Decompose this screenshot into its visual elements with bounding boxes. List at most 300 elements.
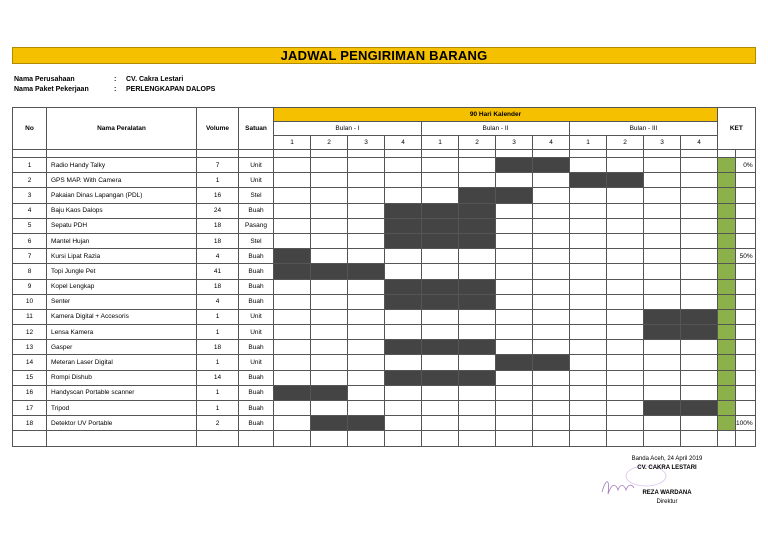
schedule-cell-active	[570, 173, 607, 188]
schedule-cell	[570, 249, 607, 264]
schedule-cell	[459, 264, 496, 279]
schedule-cell-active	[422, 218, 459, 233]
schedule-cell	[607, 416, 644, 431]
schedule-cell-active	[385, 294, 422, 309]
row-name: Radio Handy Talky	[47, 158, 197, 173]
schedule-cell-active	[422, 279, 459, 294]
progress-bar	[718, 264, 736, 279]
header-week: 1	[274, 136, 311, 150]
schedule-cell	[681, 370, 718, 385]
schedule-cell	[274, 325, 311, 340]
schedule-cell	[644, 218, 681, 233]
schedule-cell	[459, 249, 496, 264]
row-name: Kamera Digital + Accesoris	[47, 309, 197, 324]
schedule-cell	[533, 401, 570, 416]
signature-place-date: Banda Aceh, 24 April 2019	[631, 456, 703, 462]
schedule-cell	[348, 203, 385, 218]
schedule-cell	[311, 233, 348, 248]
schedule-cell-active	[459, 294, 496, 309]
schedule-cell	[496, 203, 533, 218]
schedule-cell	[607, 158, 644, 173]
schedule-cell	[422, 401, 459, 416]
table-row	[13, 401, 756, 416]
schedule-cell	[644, 340, 681, 355]
schedule-cell	[570, 158, 607, 173]
schedule-cell	[570, 325, 607, 340]
schedule-cell	[274, 158, 311, 173]
schedule-cell	[607, 233, 644, 248]
schedule-cell	[496, 173, 533, 188]
schedule-cell-active	[459, 188, 496, 203]
schedule-cell	[348, 158, 385, 173]
schedule-cell	[274, 401, 311, 416]
schedule-cell	[385, 264, 422, 279]
schedule-cell	[681, 233, 718, 248]
schedule-cell	[348, 233, 385, 248]
schedule-cell	[385, 173, 422, 188]
row-ket	[736, 401, 756, 416]
schedule-cell	[459, 173, 496, 188]
schedule-cell	[570, 401, 607, 416]
schedule-cell	[570, 294, 607, 309]
schedule-cell-active	[496, 158, 533, 173]
schedule-cell	[570, 340, 607, 355]
schedule-cell	[570, 416, 607, 431]
schedule-cell	[422, 173, 459, 188]
schedule-cell	[311, 309, 348, 324]
table-row	[13, 279, 756, 294]
row-no: 16	[13, 385, 47, 400]
schedule-cell	[607, 279, 644, 294]
schedule-cell	[644, 385, 681, 400]
schedule-cell-active	[533, 158, 570, 173]
row-no: 18	[13, 416, 47, 431]
schedule-cell	[274, 340, 311, 355]
schedule-cell	[533, 279, 570, 294]
table-row	[13, 416, 756, 431]
progress-bar	[718, 325, 736, 340]
schedule-cell	[348, 188, 385, 203]
schedule-cell	[496, 249, 533, 264]
schedule-cell	[422, 355, 459, 370]
row-unit: Buah	[239, 385, 274, 400]
table-row	[13, 173, 756, 188]
row-name: Rompi Dishub	[47, 370, 197, 385]
schedule-cell	[348, 279, 385, 294]
table-row	[13, 264, 756, 279]
schedule-cell	[311, 279, 348, 294]
table-row	[13, 325, 756, 340]
schedule-cell	[274, 173, 311, 188]
progress-bar	[718, 401, 736, 416]
schedule-cell	[681, 203, 718, 218]
signature-name: REZA WARDANA	[642, 490, 692, 496]
schedule-cell	[681, 173, 718, 188]
row-name: Topi Jungle Pet	[47, 264, 197, 279]
schedule-cell	[348, 385, 385, 400]
package-label: Nama Paket Pekerjaan	[14, 86, 89, 93]
row-name: Tripod	[47, 401, 197, 416]
schedule-cell-active	[459, 218, 496, 233]
schedule-cell	[459, 401, 496, 416]
schedule-cell	[607, 370, 644, 385]
header-unit: Satuan	[239, 108, 274, 150]
schedule-cell	[533, 340, 570, 355]
progress-bar	[718, 370, 736, 385]
schedule-cell-active	[644, 309, 681, 324]
row-name: Kopel Lengkap	[47, 279, 197, 294]
schedule-cell	[348, 309, 385, 324]
header-week: 4	[533, 136, 570, 150]
header-week: 2	[311, 136, 348, 150]
schedule-cell	[385, 325, 422, 340]
table-row	[13, 233, 756, 248]
schedule-cell-active	[607, 173, 644, 188]
schedule-cell	[570, 218, 607, 233]
row-ket	[736, 325, 756, 340]
schedule-cell	[644, 294, 681, 309]
schedule-cell	[681, 355, 718, 370]
schedule-cell	[681, 158, 718, 173]
header-week: 2	[459, 136, 496, 150]
schedule-cell	[533, 416, 570, 431]
row-no: 11	[13, 309, 47, 324]
row-name: Lensa Kamera	[47, 325, 197, 340]
row-volume: 1	[197, 325, 239, 340]
schedule-cell	[607, 340, 644, 355]
header-week: 2	[607, 136, 644, 150]
schedule-cell-active	[385, 279, 422, 294]
row-name: Handyscan Portable scanner	[47, 385, 197, 400]
company-value: CV. Cakra Lestari	[126, 76, 184, 83]
schedule-cell	[311, 401, 348, 416]
row-no: 12	[13, 325, 47, 340]
schedule-cell-active	[311, 264, 348, 279]
schedule-cell	[644, 370, 681, 385]
schedule-cell	[274, 233, 311, 248]
row-no: 10	[13, 294, 47, 309]
row-name: Gasper	[47, 340, 197, 355]
schedule-cell-active	[422, 294, 459, 309]
schedule-cell	[422, 416, 459, 431]
schedule-cell	[681, 218, 718, 233]
schedule-cell-active	[385, 233, 422, 248]
schedule-cell	[311, 158, 348, 173]
schedule-cell	[422, 385, 459, 400]
schedule-cell	[311, 355, 348, 370]
row-unit: Unit	[239, 325, 274, 340]
schedule-cell-active	[348, 416, 385, 431]
schedule-cell	[459, 416, 496, 431]
row-unit: Buah	[239, 203, 274, 218]
row-ket: 50%	[736, 249, 756, 264]
schedule-cell	[385, 401, 422, 416]
row-no: 4	[13, 203, 47, 218]
header-no: No	[13, 108, 47, 150]
row-volume: 18	[197, 218, 239, 233]
row-no: 14	[13, 355, 47, 370]
schedule-cell	[459, 355, 496, 370]
row-no: 9	[13, 279, 47, 294]
row-ket	[736, 279, 756, 294]
row-ket: 100%	[736, 416, 756, 431]
schedule-cell	[644, 233, 681, 248]
table-row	[13, 309, 756, 324]
row-volume: 7	[197, 158, 239, 173]
schedule-cell	[348, 294, 385, 309]
schedule-cell	[607, 264, 644, 279]
schedule-cell	[274, 294, 311, 309]
schedule-cell	[385, 309, 422, 324]
progress-bar	[718, 203, 736, 218]
schedule-cell	[422, 188, 459, 203]
schedule-cell-active	[459, 370, 496, 385]
schedule-cell	[496, 325, 533, 340]
row-name: Mantel Hujan	[47, 233, 197, 248]
schedule-cell-active	[274, 385, 311, 400]
row-unit: Stel	[239, 188, 274, 203]
schedule-cell	[681, 385, 718, 400]
schedule-cell-active	[422, 340, 459, 355]
schedule-cell	[681, 416, 718, 431]
schedule-cell	[348, 355, 385, 370]
row-volume: 41	[197, 264, 239, 279]
progress-bar	[718, 249, 736, 264]
header-month-3: Bulan - III	[570, 122, 718, 136]
row-unit: Unit	[239, 355, 274, 370]
row-ket	[736, 264, 756, 279]
row-volume: 14	[197, 370, 239, 385]
schedule-cell	[496, 370, 533, 385]
schedule-cell-active	[385, 340, 422, 355]
schedule-cell	[533, 203, 570, 218]
row-unit: Buah	[239, 249, 274, 264]
row-volume: 1	[197, 309, 239, 324]
schedule-cell-active	[681, 309, 718, 324]
header-week: 3	[348, 136, 385, 150]
progress-bar	[718, 173, 736, 188]
schedule-cell-active	[348, 264, 385, 279]
schedule-table	[12, 107, 756, 447]
progress-bar	[718, 279, 736, 294]
schedule-cell	[496, 279, 533, 294]
header-month-1: Bulan - I	[274, 122, 422, 136]
progress-bar	[718, 218, 736, 233]
schedule-cell-active	[385, 218, 422, 233]
schedule-cell	[311, 340, 348, 355]
header-week: 4	[385, 136, 422, 150]
schedule-cell	[422, 158, 459, 173]
row-name: Meteran Laser Digital	[47, 355, 197, 370]
schedule-cell	[422, 264, 459, 279]
schedule-cell	[607, 294, 644, 309]
header-week: 3	[496, 136, 533, 150]
table-row	[13, 355, 756, 370]
schedule-cell	[311, 173, 348, 188]
schedule-cell	[496, 385, 533, 400]
row-no: 7	[13, 249, 47, 264]
schedule-cell	[459, 158, 496, 173]
progress-bar	[718, 385, 736, 400]
row-unit: Buah	[239, 264, 274, 279]
schedule-cell	[422, 325, 459, 340]
schedule-cell	[348, 218, 385, 233]
schedule-cell	[607, 188, 644, 203]
schedule-cell	[348, 325, 385, 340]
schedule-cell	[311, 370, 348, 385]
schedule-cell	[459, 325, 496, 340]
row-no: 15	[13, 370, 47, 385]
schedule-cell	[496, 264, 533, 279]
schedule-cell	[570, 203, 607, 218]
row-volume: 1	[197, 173, 239, 188]
row-unit: Unit	[239, 158, 274, 173]
row-unit: Buah	[239, 370, 274, 385]
schedule-cell	[607, 401, 644, 416]
schedule-cell	[274, 309, 311, 324]
schedule-cell	[533, 249, 570, 264]
row-name: Kursi Lipat Razia	[47, 249, 197, 264]
schedule-cell-active	[274, 264, 311, 279]
row-volume: 16	[197, 188, 239, 203]
schedule-cell	[533, 325, 570, 340]
row-unit: Pasang	[239, 218, 274, 233]
row-ket	[736, 309, 756, 324]
schedule-cell	[533, 264, 570, 279]
row-unit: Buah	[239, 401, 274, 416]
row-no: 1	[13, 158, 47, 173]
row-name: Senter	[47, 294, 197, 309]
row-unit: Unit	[239, 173, 274, 188]
header-name: Nama Peralatan	[47, 108, 197, 150]
row-ket	[736, 385, 756, 400]
row-volume: 1	[197, 385, 239, 400]
schedule-cell	[459, 309, 496, 324]
company-info: Nama Perusahaan : CV. Cakra Lestari	[14, 76, 184, 83]
schedule-cell	[385, 249, 422, 264]
schedule-cell-active	[459, 340, 496, 355]
schedule-cell-active	[644, 325, 681, 340]
schedule-cell	[311, 218, 348, 233]
schedule-cell	[422, 309, 459, 324]
schedule-cell-active	[311, 416, 348, 431]
schedule-cell	[607, 249, 644, 264]
schedule-cell-active	[496, 355, 533, 370]
schedule-cell-active	[459, 203, 496, 218]
company-label: Nama Perusahaan	[14, 76, 75, 83]
schedule-cell	[348, 401, 385, 416]
schedule-cell	[459, 385, 496, 400]
schedule-cell-active	[385, 203, 422, 218]
schedule-cell	[533, 294, 570, 309]
schedule-cell	[311, 249, 348, 264]
schedule-cell	[644, 355, 681, 370]
row-ket	[736, 203, 756, 218]
header-calendar: 90 Hari Kalender	[274, 108, 718, 122]
row-ket	[736, 218, 756, 233]
schedule-cell	[533, 173, 570, 188]
schedule-cell	[644, 264, 681, 279]
package-value: PERLENGKAPAN DALOPS	[126, 86, 216, 93]
schedule-cell	[533, 370, 570, 385]
table-row	[13, 249, 756, 264]
schedule-cell	[570, 279, 607, 294]
schedule-cell	[681, 249, 718, 264]
schedule-cell	[496, 309, 533, 324]
schedule-cell	[274, 203, 311, 218]
schedule-cell	[311, 325, 348, 340]
schedule-cell	[607, 325, 644, 340]
schedule-cell-active	[459, 279, 496, 294]
schedule-cell-active	[422, 370, 459, 385]
schedule-cell	[348, 340, 385, 355]
table-row	[13, 340, 756, 355]
schedule-cell	[533, 385, 570, 400]
row-ket	[736, 340, 756, 355]
schedule-cell-active	[644, 401, 681, 416]
schedule-cell	[274, 416, 311, 431]
row-unit: Buah	[239, 340, 274, 355]
schedule-cell	[422, 249, 459, 264]
table-row	[13, 203, 756, 218]
schedule-cell	[570, 370, 607, 385]
schedule-cell	[644, 203, 681, 218]
schedule-cell-active	[681, 325, 718, 340]
row-name: Pakaian Dinas Lapangan (PDL)	[47, 188, 197, 203]
row-no: 6	[13, 233, 47, 248]
schedule-cell	[274, 188, 311, 203]
schedule-cell	[681, 188, 718, 203]
schedule-cell	[385, 158, 422, 173]
row-unit: Buah	[239, 416, 274, 431]
schedule-cell	[607, 309, 644, 324]
schedule-cell	[274, 370, 311, 385]
progress-bar	[718, 309, 736, 324]
schedule-cell	[274, 279, 311, 294]
row-unit: Buah	[239, 294, 274, 309]
schedule-cell	[570, 385, 607, 400]
signature-block	[612, 455, 722, 507]
schedule-cell-active	[422, 233, 459, 248]
schedule-cell	[385, 188, 422, 203]
schedule-cell	[496, 416, 533, 431]
progress-bar	[718, 416, 736, 431]
row-ket	[736, 370, 756, 385]
schedule-cell	[644, 416, 681, 431]
schedule-cell	[348, 249, 385, 264]
schedule-cell	[681, 264, 718, 279]
progress-bar	[718, 188, 736, 203]
schedule-cell	[570, 264, 607, 279]
header-week: 4	[681, 136, 718, 150]
row-no: 17	[13, 401, 47, 416]
row-volume: 18	[197, 233, 239, 248]
schedule-cell	[570, 355, 607, 370]
schedule-cell	[348, 173, 385, 188]
row-no: 5	[13, 218, 47, 233]
schedule-cell	[385, 416, 422, 431]
progress-bar	[718, 158, 736, 173]
row-name: Detektor UV Portable	[47, 416, 197, 431]
schedule-cell	[607, 203, 644, 218]
row-name: Baju Kaos Dalops	[47, 203, 197, 218]
signature-company: CV. CAKRA LESTARI	[637, 465, 697, 471]
row-volume: 18	[197, 279, 239, 294]
row-volume: 24	[197, 203, 239, 218]
schedule-cell	[496, 401, 533, 416]
header-volume: Volume	[197, 108, 239, 150]
package-info: Nama Paket Pekerjaan : PERLENGKAPAN DALOPS	[14, 86, 216, 93]
